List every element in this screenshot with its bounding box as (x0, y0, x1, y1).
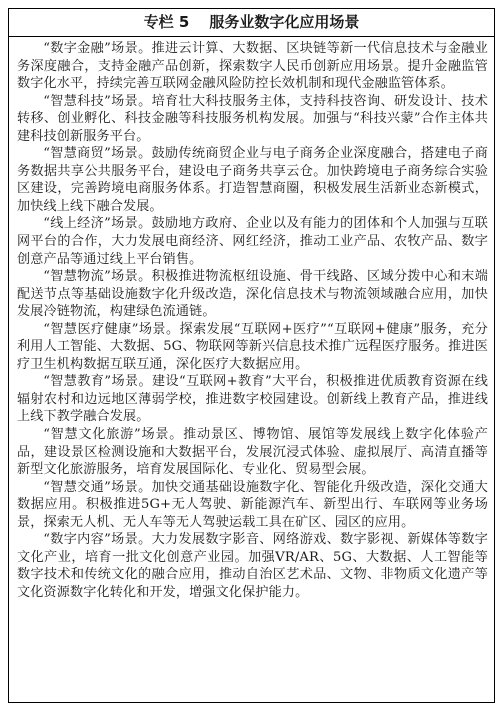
column-title: 服务业数字化应用场景 (209, 13, 360, 31)
paragraph-smart-logistics: “智慧物流”场景。积极推进物流枢纽设施、骨干线路、区域分拨中心和末端配送节点等基础设施数字化升级改造，深化信息技术与物流领域融合应用，加快发展冷链物流，构建绿色流通链。 (17, 269, 488, 320)
column-label: 专栏 5 (143, 13, 190, 31)
column-header (9, 9, 494, 37)
paragraph-digital-finance: “数字金融”场景。推进云计算、大数据、区块链等新一代信息技术与金融业务深度融合，支持金融产品创新，探索数字人民币创新应用场景。提升金融监管数字化水平，持续完善互联网金融风险防控长效机制和现代金融监管体系。 (17, 41, 488, 92)
paragraph-smart-technology: “智慧科技”场景。培育壮大科技服务主体，支持科技咨询、研发设计、技术转移、创业孵化、科技金融等科技服务机构发展。加强与“科技兴蒙”合作主体共建科技创新服务平台。 (17, 93, 488, 144)
paragraph-smart-healthcare: “智慧医疗健康”场景。探索发展“互联网+医疗”“互联网+健康”服务，充分利用人工智能、大数据、5G、物联网等新兴信息技术推广远程医疗服务。推进医疗卫生机构数据互联互通，深化医疗大数据应用。 (17, 321, 488, 372)
paragraph-online-economy: “线上经济”场景。鼓励地方政府、企业以及有能力的团体和个人加强与互联网平台的合作，大力发展电商经济、网红经济，推动工业产品、农牧产品、数字创意产品等通过线上平台销售。 (17, 216, 488, 267)
column-box (8, 8, 495, 703)
paragraph-smart-culture-tourism: “智慧文化旅游”场景。推动景区、博物馆、展馆等发展线上数字化体验产品，建设景区检测设施和大数据平台，发展沉浸式体验、虚拟展厅、高清直播等新型文化旅游服务，培育发展国际化、专业化、贸易型会展。 (17, 427, 488, 478)
paragraph-smart-education: “智慧教育”场景。建设“互联网+教育”大平台，积极推进优质教育资源在线辐射农村和边远地区薄弱学校，推进数字校园建设。创新线上教育产品，推进线上线下教学融合发展。 (17, 374, 488, 425)
paragraph-digital-content: “数字内容”场景。大力发展数字影音、网络游戏、数字影视、新媒体等数字文化产业，培育一批文化创意产业园。加强VR/AR、5G、大数据、人工智能等数字技术和传统文化的融合应用，推动自治区艺术品、文物、非物质文化遗产等文化资源数字化转化和开发，增强文化保护能力。 (17, 532, 488, 600)
paragraph-smart-transport: “智慧交通”场景。加快交通基础设施数字化、智能化升级改造，深化交通大数据应用。积极推进5G+无人驾驶、新能源汽车、新型出行、车联网等业务场景，探索无人机、无人车等无人驾驶运载工具在矿区、园区的应用。 (17, 479, 488, 530)
paragraph-smart-commerce: “智慧商贸”场景。鼓励传统商贸企业与电子商务企业深度融合，搭建电子商务数据共享公共服务平台，建设电子商务共享云仓。加快跨境电子商务综合实验区建设，完善跨境电商服务体系。打造智慧商圈，积极发展生活新业态新模式，加快线上线下融合发展。 (17, 146, 488, 214)
column-content (9, 37, 494, 602)
